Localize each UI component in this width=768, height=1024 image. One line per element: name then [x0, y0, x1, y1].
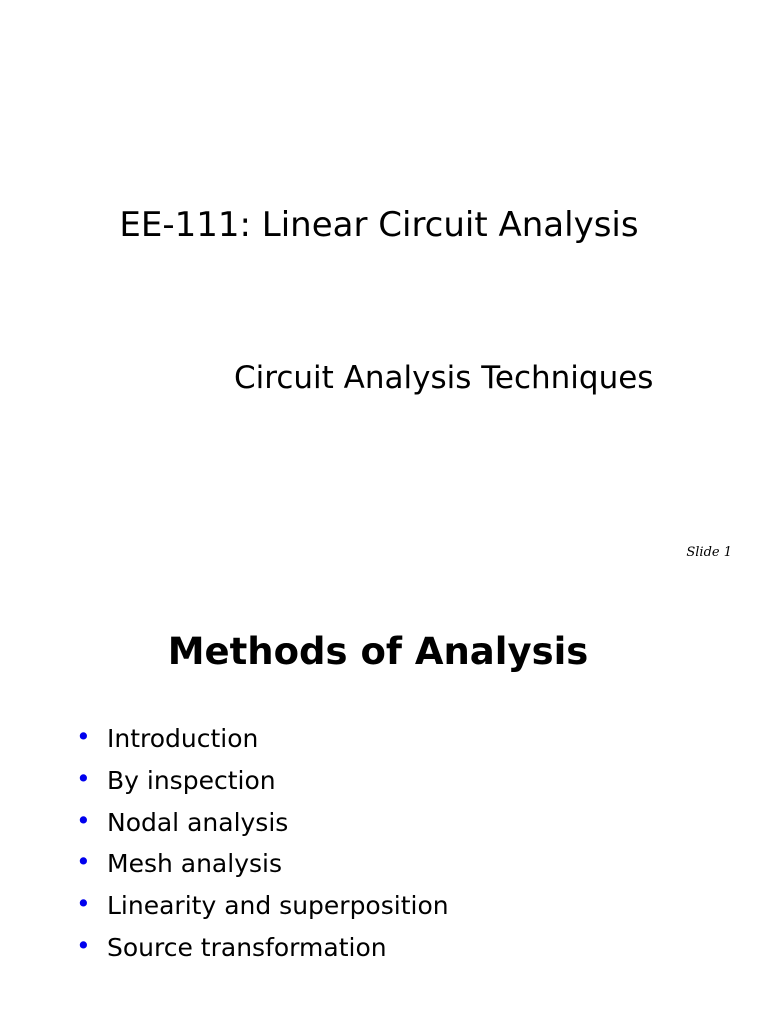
list-item-label: Nodal analysis [107, 807, 289, 837]
list-item-label: Introduction [107, 724, 259, 753]
list-item [76, 846, 449, 888]
course-title: EE-111: Linear Circuit Analysis [119, 205, 639, 245]
list-item [76, 930, 449, 972]
list-item-label: By inspection [107, 765, 276, 795]
bullet-icon: • [76, 722, 91, 751]
methods-slide [0, 576, 768, 1024]
list-item [76, 763, 449, 805]
bullet-icon: • [76, 847, 91, 877]
list-item [76, 805, 449, 847]
bullet-icon: • [76, 930, 91, 960]
list-item-label: Linearity and superposition [107, 891, 449, 921]
bullet-icon: • [76, 805, 91, 835]
methods-list [76, 721, 449, 972]
course-subtitle: Circuit Analysis Techniques [234, 360, 654, 396]
list-item [76, 888, 449, 930]
slide-number: Slide 1 [686, 545, 732, 560]
list-item-label: Mesh analysis [107, 849, 282, 879]
bullet-icon: • [76, 889, 91, 919]
list-item-label: Source transformation [107, 932, 387, 962]
slide-heading: Methods of Analysis [167, 630, 589, 673]
list-item [76, 721, 449, 763]
bullet-icon: • [76, 763, 91, 793]
